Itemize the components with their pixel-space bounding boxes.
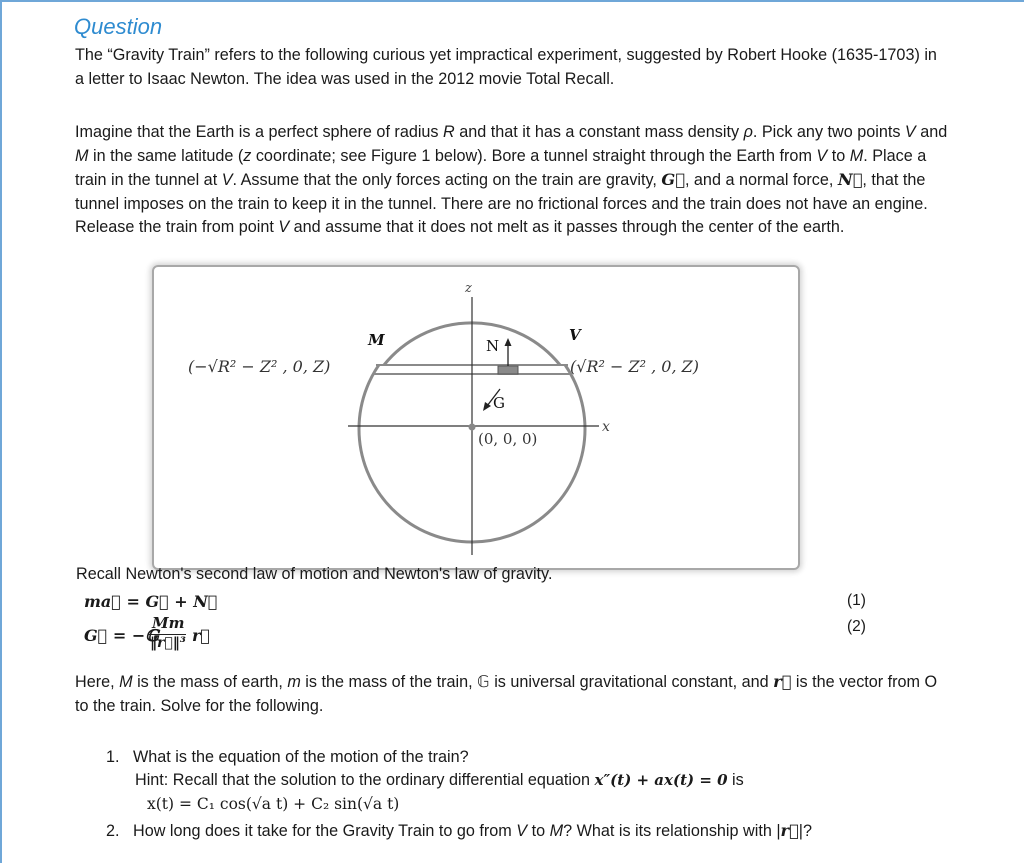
x-axis-label: x [602,419,610,435]
equation-2-number: (2) [847,618,866,635]
here-paragraph: Here, M is the mass of earth, m is the mass of the train, 𝔾 is universal gravitational constant, and r⃗ is the vector from O to the train. Solve for the following. [75,672,938,715]
question-1: 1. What is the equation of the motion of the train? [106,748,469,766]
question-2: 2. How long does it take for the Gravity Train to go from V to M? What is its relationship with |r⃗|? [106,821,812,840]
question-heading: Question [74,14,163,39]
earth-tunnel-figure [152,265,800,570]
origin-coordinate-label: (0, 0, 0) [478,430,538,448]
intro-paragraph: The “Gravity Train” refers to the following curious yet impractical experiment, suggested by Robert Hooke (1635-1703) in a letter to Isaac Newton. The idea was used in the 2012 movie Total Recall. [75,46,937,88]
question-1-solution: x(t) = C₁ cos(√a t) + C₂ sin(√a t) [147,795,400,813]
point-m-label: M [368,331,385,349]
point-v-label: V [569,326,581,344]
right-coordinate-label: (√R² − Z² , 0, Z) [570,357,699,376]
z-axis-label: z [465,281,472,296]
normal-force-label: N [486,337,500,355]
equation-1-number: (1) [847,592,866,609]
description-paragraph: Imagine that the Earth is a perfect sphere of radius R and that it has a constant mass density ρ. Pick any two points V and M in the same latitude (z coordinate; see Figure 1 below). Bore a tunnel straight through the Earth from V to M. Place a train in the tunnel at V. Assume that the only forces acting on the train are gravity, G⃗, and a normal force, N⃗, that the tunnel imposes on the train to keep it in the tunnel. There are no frictional forces and the train does not have an engine. Release the train from point V and assume that it does not melt as it passes through the center of the earth. [75,123,948,236]
recall-text: Recall Newton's second law of motion and Newton's law of gravity. [76,565,553,583]
train-block [498,366,518,374]
left-coordinate-label: (−√R² − Z² , 0, Z) [188,357,331,376]
origin-dot [469,424,476,431]
equation-1: ma⃗ = G⃗ + N⃗ [84,592,218,611]
question-1-hint: Hint: Recall that the solution to the ordinary differential equation x″(t) + ax(t) = 0 is [135,771,744,789]
gravity-force-label: G [493,394,505,412]
document-page: Question The “Gravity Train” refers to the following curious yet impractical experiment, suggested by Robert Hooke (1635-1703) in a letter to Isaac Newton. The idea was used in the 2012 movie Total Recall. Imagine that the Earth is a perfect sphere of radius R and that it has a constant mass density ρ. Pick any two points V and M in the same latitude (z coordinate; see Figure 1 below). Bore a tunnel straight through the Earth from V to M. Place a train in the tunnel at V. Assume that the only forces acting on the train are gravity, G⃗, and a normal force, N⃗, that the tunnel imposes on the train to keep it in the tunnel. There are no frictional forces and the train does not have an engine. Release the train from point V and assume that it does not melt as it passes through the center of the earth. z x M V N G (−√R² − Z² , 0, Z) (√R² − Z² , 0, Z) (0, 0, 0) Recall Newton's second law of motion and Newton's law of gravity. ma⃗ = G⃗ + N⃗ (1) G⃗ = −𝔾 Mm ‖r⃗‖³ r⃗ (2) Here, M is the mass of earth, m is the mass of the train, 𝔾 is universal gravitational constant, and r⃗ is the vector from O to the train. Solve for the following. 1. What is the equation of the motion of the train? Hint: Recall that the solution to the ordinary differential equation x″(t) + ax(t) = 0 is x(t) = C₁ cos(√a t) + C₂ sin(√a t) 2. How long does it take for the Gravity Train to go from V to M? What is its relationship with |r⃗|? [0,0,1024,863]
